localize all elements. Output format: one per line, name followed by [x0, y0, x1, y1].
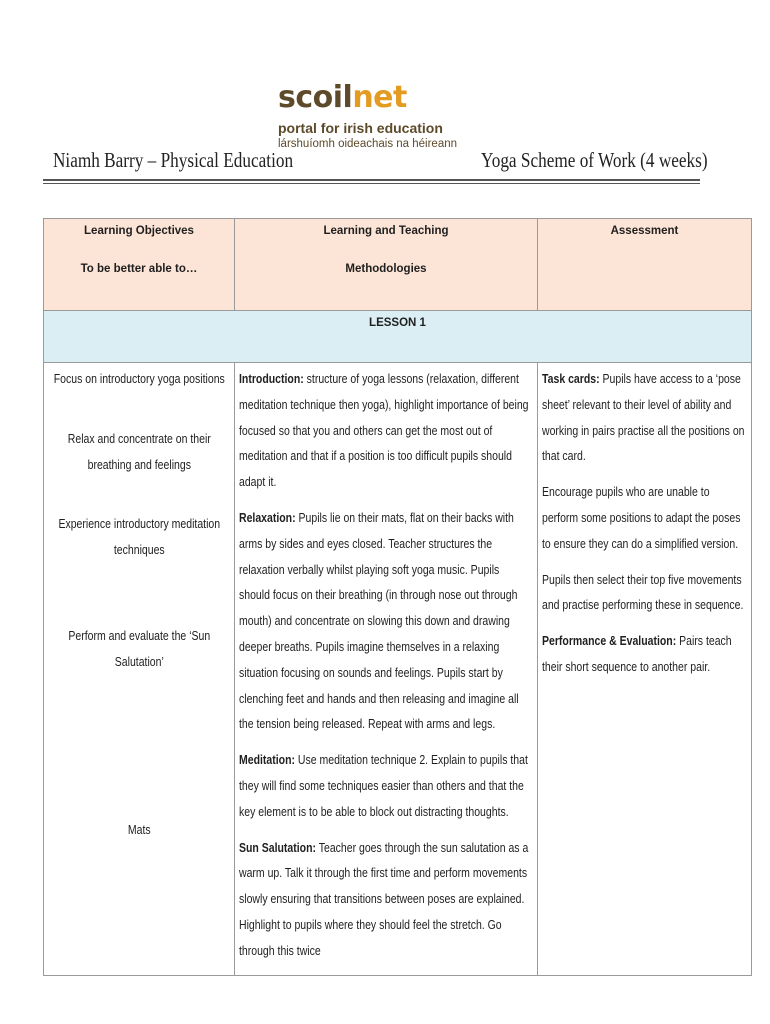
assessment-paragraph: Pupils then select their top five movements and practise performing these in sequence. — [542, 572, 744, 613]
scoilnet-logo — [278, 80, 458, 160]
objective-item: Experience introductory meditation techniques — [58, 517, 220, 558]
lesson-label: LESSON 1 — [44, 311, 752, 363]
objective-item: Focus on introductory yoga positions — [53, 372, 225, 386]
objectives-cell — [44, 363, 235, 976]
scheme-of-work-table — [43, 218, 752, 976]
logo-tagline: portal for irish education — [278, 120, 443, 136]
assessment-paragraph: Task cards: Pupils have access to a ‘pose sheet’ relevant to their level of ability and working in pairs practise all the positions on that card. — [542, 372, 745, 464]
header-rule — [43, 179, 700, 181]
document-author-subject: Niamh Barry – Physical Education — [53, 148, 294, 172]
document-title: Yoga Scheme of Work (4 weeks) — [481, 148, 708, 172]
logo-wordmark: scoilnet — [278, 80, 407, 115]
header-rule-thin — [43, 183, 700, 184]
column-header-methodologies: Learning and Teaching Methodologies — [235, 219, 538, 311]
method-paragraph: Relaxation: Pupils lie on their mats, flat on their backs with arms by sides and eyes closed. Teacher structures the relaxation verbally whilst playing soft yoga music. Pupils should focus on their breathing (in through nose out through mouth) and concentrate on slowing this down and drawing deeper breaths. Pupils imagine themselves in a relaxing situation focusing on sounds and feelings. Pupils start by clenching feet and hands and then releasing and imagine all the tension being released. Repeat with arms and legs. — [239, 510, 519, 732]
assessment-paragraph: Encourage pupils who are unable to perform some positions to adapt the poses to ensure they can do a simplified version. — [542, 485, 741, 551]
objective-item: Relax and concentrate on their breathing and feelings — [67, 431, 211, 472]
objective-item: Perform and evaluate the ‘Sun Salutation’ — [68, 628, 210, 669]
objective-item: Mats — [127, 822, 151, 837]
table-header-row — [44, 219, 752, 311]
logo-tagline-irish: lárshuíomh oideachais na héireann — [278, 138, 458, 150]
assessment-paragraph: Performance & Evaluation: Pairs teach their short sequence to another pair. — [542, 634, 732, 674]
column-header-objectives: Learning Objectives To be better able to… — [44, 219, 235, 311]
assessment-cell — [538, 363, 752, 976]
method-paragraph: Meditation: Use meditation technique 2. Explain to pupils that they will find some techniques easier than others and that the key element is to be able to block out distracting thoughts. — [239, 753, 528, 819]
lesson-row — [44, 311, 752, 363]
methodologies-cell — [235, 363, 538, 976]
method-paragraph: Introduction: structure of yoga lessons (relaxation, different meditation technique then yoga), highlight importance of being focused so that you and others can get the most out of meditation and that if a position is too difficult pupils should adapt it. — [239, 372, 529, 490]
method-paragraph: Sun Salutation: Teacher goes through the sun salutation as a warm up. Talk it through the first time and perform movements slowly ensuring that transitions between poses are explained. Highlight to pupils where they should feel the stretch. Go through this twice — [239, 840, 529, 958]
column-header-assessment: Assessment — [538, 219, 752, 311]
lesson-body-row — [44, 363, 752, 976]
